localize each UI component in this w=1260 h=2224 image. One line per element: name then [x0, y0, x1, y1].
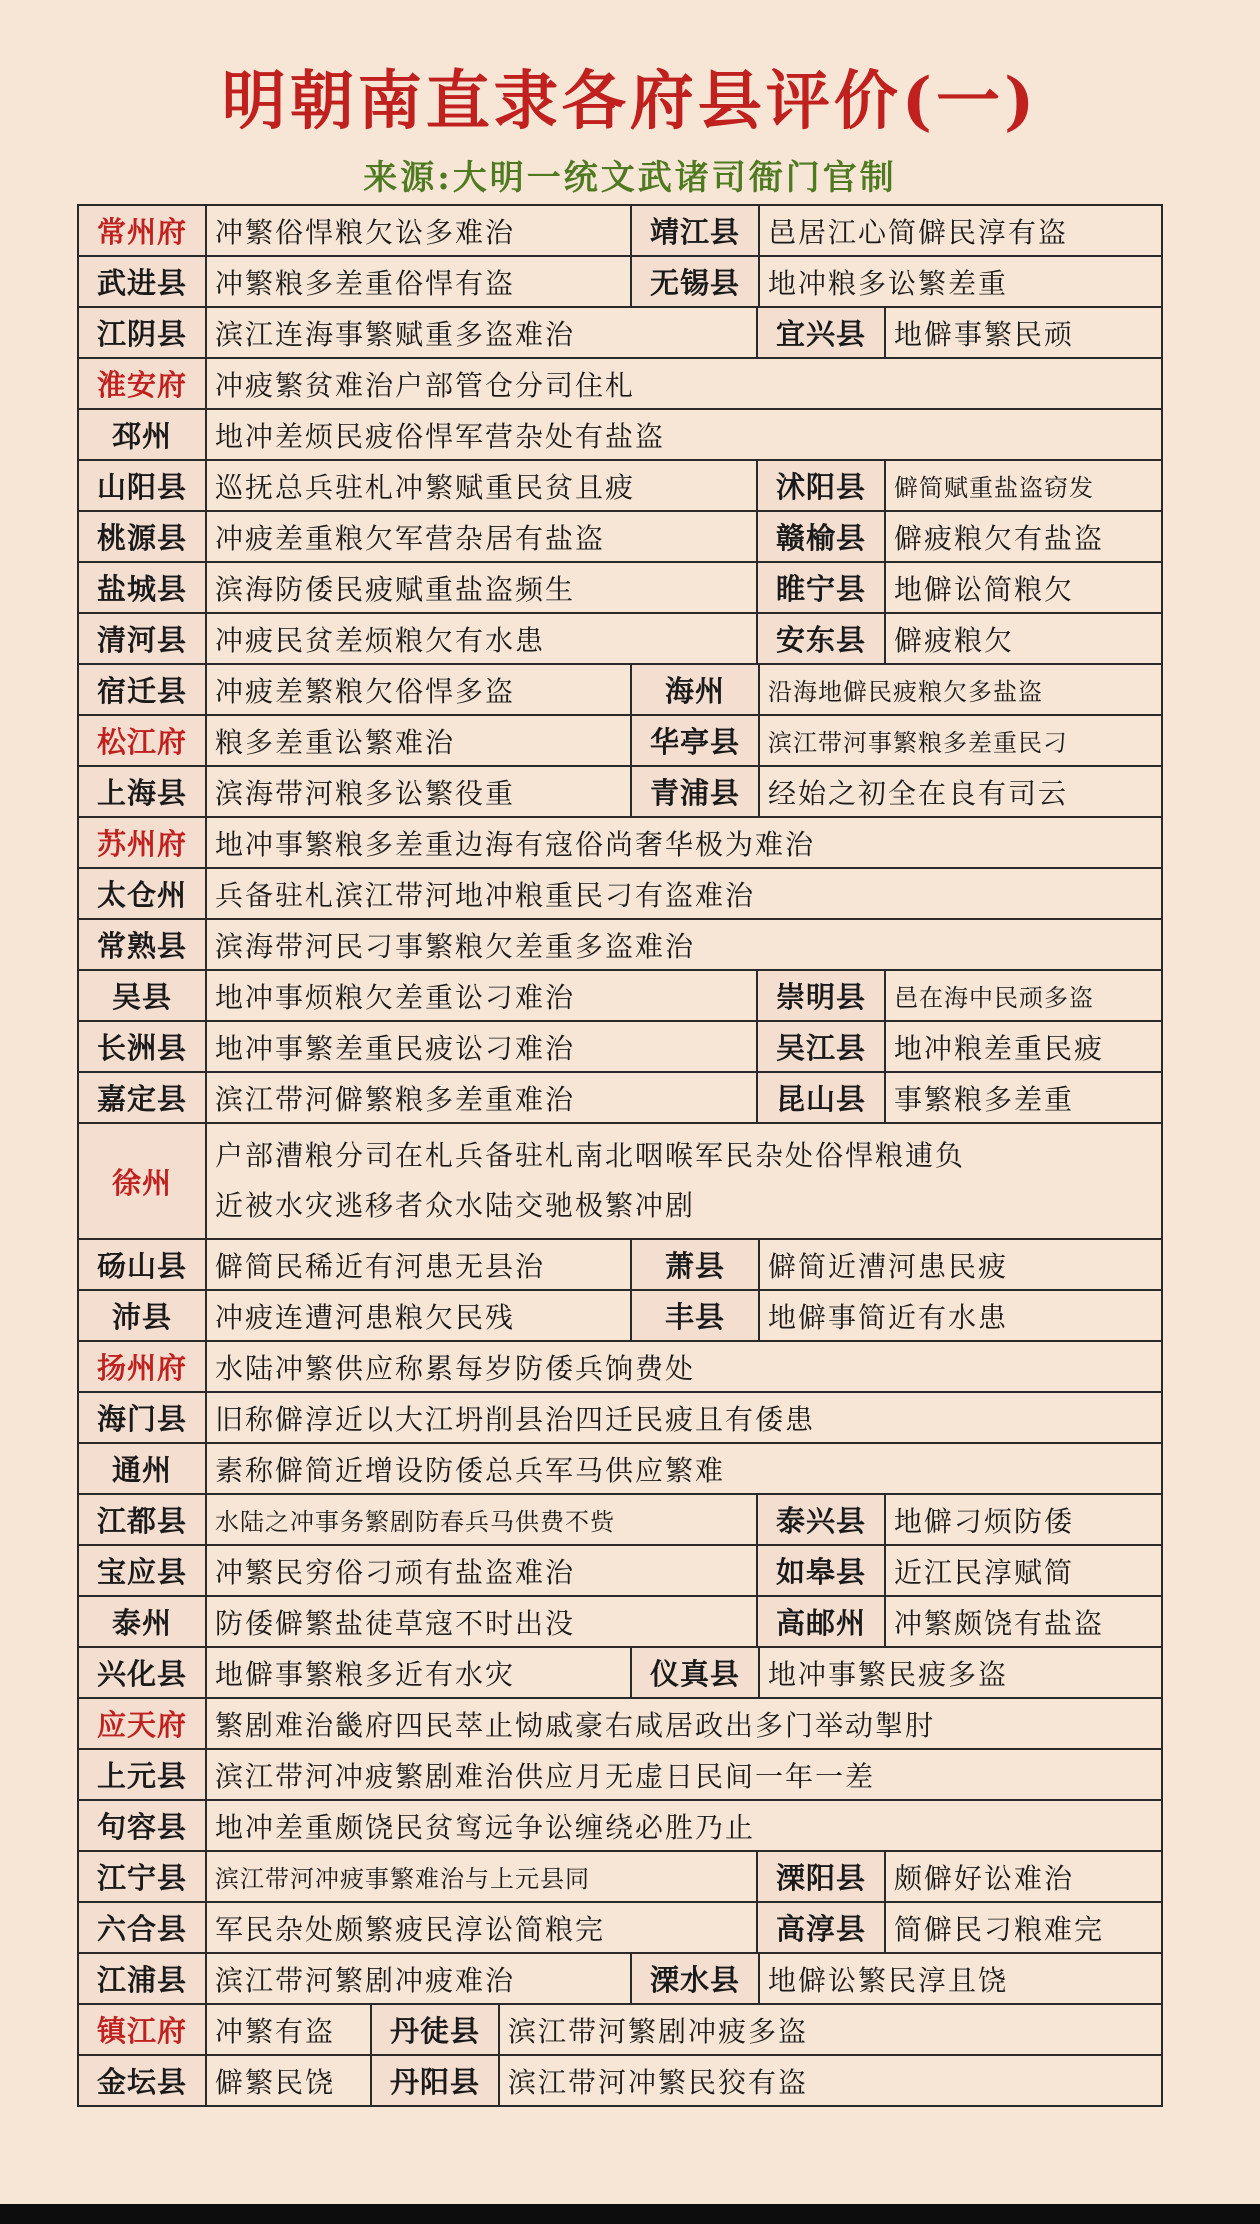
county-name: 长洲县	[79, 1022, 207, 1073]
evaluation-text: 沿海地僻民疲粮欠多盐盗	[760, 665, 1163, 716]
county-name: 丹徒县	[372, 2005, 500, 2056]
evaluation-text: 冲疲差繁粮欠俗悍多盗	[207, 665, 632, 716]
table-row	[79, 665, 1163, 716]
evaluation-text: 地冲事繁差重民疲讼刁难治	[207, 1022, 758, 1073]
county-name: 无锡县	[632, 257, 760, 308]
county-name: 溧阳县	[758, 1852, 886, 1903]
county-name: 盐城县	[79, 563, 207, 614]
table-row	[79, 2056, 1163, 2107]
table-row	[79, 1393, 1163, 1444]
county-name: 海州	[632, 665, 760, 716]
county-name: 仪真县	[632, 1648, 760, 1699]
county-name: 宝应县	[79, 1546, 207, 1597]
evaluation-text: 僻疲粮欠有盐盗	[886, 512, 1163, 563]
evaluation-text: 粮多差重讼繁难治	[207, 716, 632, 767]
evaluation-text: 滨江带河冲疲事繁难治与上元县同	[207, 1852, 758, 1903]
county-name: 江都县	[79, 1495, 207, 1546]
county-name: 武进县	[79, 257, 207, 308]
evaluation-text: 冲疲差重粮欠军营杂居有盐盗	[207, 512, 758, 563]
evaluation-text: 军民杂处颇繁疲民淳讼简粮完	[207, 1903, 758, 1954]
evaluation-text: 滨江带河繁剧冲疲难治	[207, 1954, 632, 2005]
evaluation-text: 地冲差烦民疲俗悍军营杂处有盐盗	[207, 410, 1163, 461]
table-row	[79, 1852, 1163, 1903]
county-name: 江浦县	[79, 1954, 207, 2005]
evaluation-text: 地僻讼繁民淳且饶	[760, 1954, 1163, 2005]
county-name: 句容县	[79, 1801, 207, 1852]
table-row	[79, 767, 1163, 818]
evaluation-text: 兵备驻札滨江带河地冲粮重民刁有盗难治	[207, 869, 1163, 920]
table-row	[79, 1444, 1163, 1495]
prefecture-name: 扬州府	[79, 1342, 207, 1393]
evaluation-text: 僻简赋重盐盗窃发	[886, 461, 1163, 512]
evaluation-text: 简僻民刁粮难完	[886, 1903, 1163, 1954]
table-row	[79, 563, 1163, 614]
evaluation-text: 地僻刁烦防倭	[886, 1495, 1163, 1546]
county-name: 兴化县	[79, 1648, 207, 1699]
table-row	[79, 206, 1163, 257]
bottom-bar	[0, 2204, 1260, 2224]
evaluation-text: 地僻事繁粮多近有水灾	[207, 1648, 632, 1699]
table-row	[79, 1342, 1163, 1393]
table-row	[79, 1124, 1163, 1240]
evaluation-text: 僻疲粮欠	[886, 614, 1163, 665]
evaluation-text: 冲繁民穷俗刁顽有盐盗难治	[207, 1546, 758, 1597]
table-row	[79, 614, 1163, 665]
evaluation-text: 僻繁民饶	[207, 2056, 372, 2107]
county-name: 如皋县	[758, 1546, 886, 1597]
county-name: 上海县	[79, 767, 207, 818]
evaluation-text: 地冲差重颇饶民贫窎远争讼缠绕必胜乃止	[207, 1801, 1163, 1852]
evaluation-text: 事繁粮多差重	[886, 1073, 1163, 1124]
table-row	[79, 1291, 1163, 1342]
evaluation-text: 水陆冲繁供应称累每岁防倭兵饷费处	[207, 1342, 1163, 1393]
evaluation-text: 滨海防倭民疲赋重盐盗频生	[207, 563, 758, 614]
county-name: 崇明县	[758, 971, 886, 1022]
evaluation-line: 近被水灾逃移者众水陆交驰极繁冲剧	[215, 1189, 696, 1222]
evaluation-text: 滨海带河粮多讼繁役重	[207, 767, 632, 818]
evaluation-text: 防倭僻繁盐徒草寇不时出没	[207, 1597, 758, 1648]
table-row	[79, 1954, 1163, 2005]
county-name: 上元县	[79, 1750, 207, 1801]
prefecture-name: 常州府	[79, 206, 207, 257]
evaluation-text: 素称僻简近增设防倭总兵军马供应繁难	[207, 1444, 1163, 1495]
evaluation-text: 僻简民稀近有河患无县治	[207, 1240, 632, 1291]
table-row	[79, 920, 1163, 971]
table-row	[79, 869, 1163, 920]
county-name: 通州	[79, 1444, 207, 1495]
table-row	[79, 1699, 1163, 1750]
county-name: 邳州	[79, 410, 207, 461]
table-row	[79, 359, 1163, 410]
table-row	[79, 257, 1163, 308]
evaluation-table	[77, 204, 1163, 2107]
evaluation-line: 户部漕粮分司在札兵备驻札南北咽喉军民杂处俗悍粮逋负	[215, 1139, 966, 1172]
source-subtitle: 来源:大明一统文武诸司衙门官制	[363, 158, 897, 198]
county-name: 金坛县	[79, 2056, 207, 2107]
table-row	[79, 1903, 1163, 1954]
evaluation-text: 地僻事繁民顽	[886, 308, 1163, 359]
evaluation-text: 滨江带河事繁粮多差重民刁	[760, 716, 1163, 767]
table-row	[79, 971, 1163, 1022]
table-row	[79, 1750, 1163, 1801]
county-name: 丹阳县	[372, 2056, 500, 2107]
evaluation-text: 冲疲连遭河患粮欠民残	[207, 1291, 632, 1342]
county-name: 安东县	[758, 614, 886, 665]
evaluation-text: 冲繁俗悍粮欠讼多难治	[207, 206, 632, 257]
table-row	[79, 1022, 1163, 1073]
table-row	[79, 1073, 1163, 1124]
county-name: 泰州	[79, 1597, 207, 1648]
evaluation-text: 地冲事烦粮欠差重讼刁难治	[207, 971, 758, 1022]
evaluation-text: 地冲粮差重民疲	[886, 1022, 1163, 1073]
county-name: 高淳县	[758, 1903, 886, 1954]
county-name: 沛县	[79, 1291, 207, 1342]
evaluation-text: 地僻事简近有水患	[760, 1291, 1163, 1342]
county-name: 溧水县	[632, 1954, 760, 2005]
evaluation-text: 颇僻好讼难治	[886, 1852, 1163, 1903]
table-row	[79, 1546, 1163, 1597]
county-name: 江宁县	[79, 1852, 207, 1903]
evaluation-text: 冲疲繁贫难治户部管仓分司住札	[207, 359, 1163, 410]
evaluation-text: 滨江带河繁剧冲疲多盗	[500, 2005, 1163, 2056]
evaluation-text: 巡抚总兵驻札冲繁赋重民贫且疲	[207, 461, 758, 512]
table-row	[79, 818, 1163, 869]
county-name: 桃源县	[79, 512, 207, 563]
evaluation-text: 水陆之冲事务繁剧防春兵马供费不赀	[207, 1495, 758, 1546]
evaluation-text: 地冲粮多讼繁差重	[760, 257, 1163, 308]
evaluation-text: 繁剧难治畿府四民萃止恸戚豪右咸居政出多门举动掣肘	[207, 1699, 1163, 1750]
prefecture-name: 镇江府	[79, 2005, 207, 2056]
prefecture-name: 应天府	[79, 1699, 207, 1750]
evaluation-text: 邑居江心简僻民淳有盗	[760, 206, 1163, 257]
evaluation-text	[207, 1124, 1163, 1240]
county-name: 华亭县	[632, 716, 760, 767]
evaluation-text: 滨江连海事繁赋重多盗难治	[207, 308, 758, 359]
county-name: 砀山县	[79, 1240, 207, 1291]
county-name: 江阴县	[79, 308, 207, 359]
county-name: 常熟县	[79, 920, 207, 971]
county-name: 吴江县	[758, 1022, 886, 1073]
evaluation-text: 近江民淳赋简	[886, 1546, 1163, 1597]
evaluation-text: 地冲事繁粮多差重边海有寇俗尚奢华极为难治	[207, 818, 1163, 869]
prefecture-name: 徐州	[79, 1124, 207, 1240]
county-name: 沭阳县	[758, 461, 886, 512]
table-row	[79, 1495, 1163, 1546]
table-row	[79, 716, 1163, 767]
county-name: 泰兴县	[758, 1495, 886, 1546]
county-name: 海门县	[79, 1393, 207, 1444]
evaluation-text: 邑在海中民顽多盗	[886, 971, 1163, 1022]
table-row	[79, 1240, 1163, 1291]
county-name: 丰县	[632, 1291, 760, 1342]
county-name: 宜兴县	[758, 308, 886, 359]
county-name: 六合县	[79, 1903, 207, 1954]
county-name: 山阳县	[79, 461, 207, 512]
county-name: 嘉定县	[79, 1073, 207, 1124]
county-name: 吴县	[79, 971, 207, 1022]
evaluation-text: 滨江带河僻繁粮多差重难治	[207, 1073, 758, 1124]
county-name: 睢宁县	[758, 563, 886, 614]
evaluation-text: 地僻讼简粮欠	[886, 563, 1163, 614]
table-row	[79, 1801, 1163, 1852]
evaluation-text: 僻简近漕河患民疲	[760, 1240, 1163, 1291]
table-row	[79, 2005, 1163, 2056]
county-name: 青浦县	[632, 767, 760, 818]
county-name: 赣榆县	[758, 512, 886, 563]
county-name: 高邮州	[758, 1597, 886, 1648]
table-row	[79, 1648, 1163, 1699]
table-row	[79, 1597, 1163, 1648]
prefecture-name: 松江府	[79, 716, 207, 767]
table-row	[79, 512, 1163, 563]
county-name: 昆山县	[758, 1073, 886, 1124]
county-name: 宿迁县	[79, 665, 207, 716]
table-row	[79, 461, 1163, 512]
evaluation-text: 冲繁粮多差重俗悍有盗	[207, 257, 632, 308]
prefecture-name: 苏州府	[79, 818, 207, 869]
evaluation-text: 冲繁颇饶有盐盗	[886, 1597, 1163, 1648]
table-row	[79, 308, 1163, 359]
county-name: 萧县	[632, 1240, 760, 1291]
county-name: 靖江县	[632, 206, 760, 257]
evaluation-text: 旧称僻淳近以大江坍削县治四迁民疲且有倭患	[207, 1393, 1163, 1444]
page-title: 明朝南直隶各府县评价(一)	[221, 64, 1039, 139]
evaluation-text: 滨江带河冲繁民狡有盗	[500, 2056, 1163, 2107]
evaluation-text: 滨江带河冲疲繁剧难治供应月无虚日民间一年一差	[207, 1750, 1163, 1801]
county-name: 太仓州	[79, 869, 207, 920]
county-name: 清河县	[79, 614, 207, 665]
prefecture-name: 淮安府	[79, 359, 207, 410]
table-row	[79, 410, 1163, 461]
evaluation-text: 滨海带河民刁事繁粮欠差重多盗难治	[207, 920, 1163, 971]
evaluation-text: 冲疲民贫差烦粮欠有水患	[207, 614, 758, 665]
evaluation-text: 地冲事繁民疲多盗	[760, 1648, 1163, 1699]
evaluation-text: 冲繁有盗	[207, 2005, 372, 2056]
evaluation-text: 经始之初全在良有司云	[760, 767, 1163, 818]
